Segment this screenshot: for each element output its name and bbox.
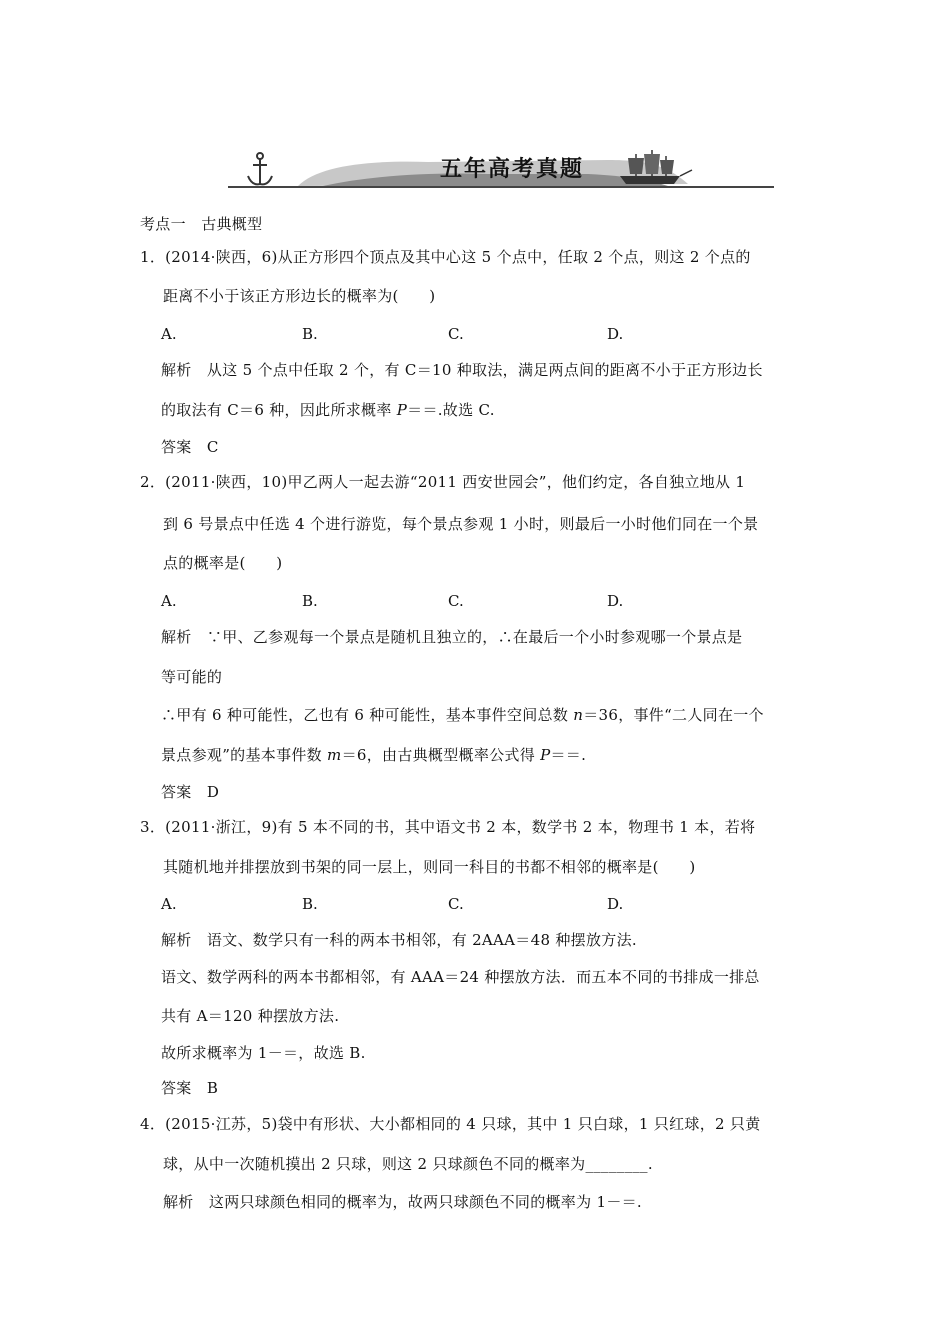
q2-line1: 2．(2011·陕西，10)甲乙两人一起去游“2011 西安世园会”，他们约定，各自独立地从 1 (140, 473, 746, 491)
q3-option-b: B. (302, 895, 318, 913)
q2-option-b: B. (302, 592, 318, 610)
q3-analysis-line4: 故所求概率为 1－＝，故选 B. (161, 1044, 366, 1062)
q2-line3: 点的概率是( ) (163, 554, 283, 572)
section-banner (228, 146, 774, 194)
q1-option-a: A. (161, 325, 177, 343)
q1-line2: 距离不小于该正方形边长的概率为( ) (163, 287, 436, 305)
banner-title: 五年高考真题 (440, 157, 585, 182)
q2-answer: 答案 D (161, 783, 220, 801)
q2-line2: 到 6 号景点中任选 4 个进行游览，每个景点参观 1 小时，则最后一小时他们同在一个景 (163, 515, 759, 533)
q2-analysis-line3: ∴甲有 6 种可能性，乙也有 6 种可能性，基本事件空间总数 n＝36，事件“二人同在一个 (161, 706, 764, 724)
q4-line2: 球，从中一次随机摸出 2 只球，则这 2 只球颜色不同的概率为________. (163, 1155, 653, 1173)
anchor-icon (248, 153, 272, 184)
q1-line1: 1．(2014·陕西，6)从正方形四个顶点及其中心这 5 个点中，任取 2 个点，则这 2 个点的 (140, 248, 751, 266)
q1-analysis-line2: 的取法有 C＝6 种，因此所求概率 P＝＝.故选 C. (161, 401, 495, 419)
q2-analysis-line2: 等可能的 (161, 668, 223, 686)
q1-option-b: B. (302, 325, 318, 343)
q3-line2: 其随机地并排摆放到书架的同一层上，则同一科目的书都不相邻的概率是( ) (163, 858, 696, 876)
q3-analysis-line3: 共有 A＝120 种摆放方法. (161, 1007, 340, 1025)
q4-analysis-line1: 解析 这两只球颜色相同的概率为，故两只球颜色不同的概率为 1－＝. (163, 1193, 642, 1211)
q3-option-d: D. (607, 895, 624, 913)
q3-line1: 3．(2011·浙江，9)有 5 本不同的书，其中语文书 2 本，数学书 2 本，物理书 1 本，若将 (140, 818, 756, 836)
q2-option-d: D. (607, 592, 624, 610)
q1-analysis-line1: 解析 从这 5 个点中任取 2 个，有 C＝10 种取法，满足两点间的距离不小于正方形边长 (161, 361, 763, 379)
q3-option-c: C. (448, 895, 464, 913)
q3-option-a: A. (161, 895, 177, 913)
q3-analysis-line2: 语文、数学两科的两本书都相邻，有 AAA＝24 种摆放方法．而五本不同的书排成一排总 (161, 968, 760, 986)
q2-analysis-line4: 景点参观”的基本事件数 m＝6，由古典概型概率公式得 P＝＝. (161, 746, 587, 764)
q2-option-a: A. (161, 592, 177, 610)
q3-analysis-line1: 解析 语文、数学只有一科的两本书相邻，有 2AAA＝48 种摆放方法. (161, 931, 637, 949)
q4-line1: 4．(2015·江苏，5)袋中有形状、大小都相同的 4 只球，其中 1 只白球，1 只红球，2 只黄 (140, 1115, 761, 1133)
section-heading: 考点一 古典概型 (140, 215, 263, 233)
q2-analysis-line1: 解析 ∵甲、乙参观每一个景点是随机且独立的，∴在最后一个小时参观哪一个景点是 (161, 628, 743, 646)
q1-option-c: C. (448, 325, 464, 343)
q1-answer: 答案 C (161, 438, 219, 456)
q3-answer: 答案 B (161, 1079, 219, 1097)
q2-option-c: C. (448, 592, 464, 610)
q1-option-d: D. (607, 325, 624, 343)
